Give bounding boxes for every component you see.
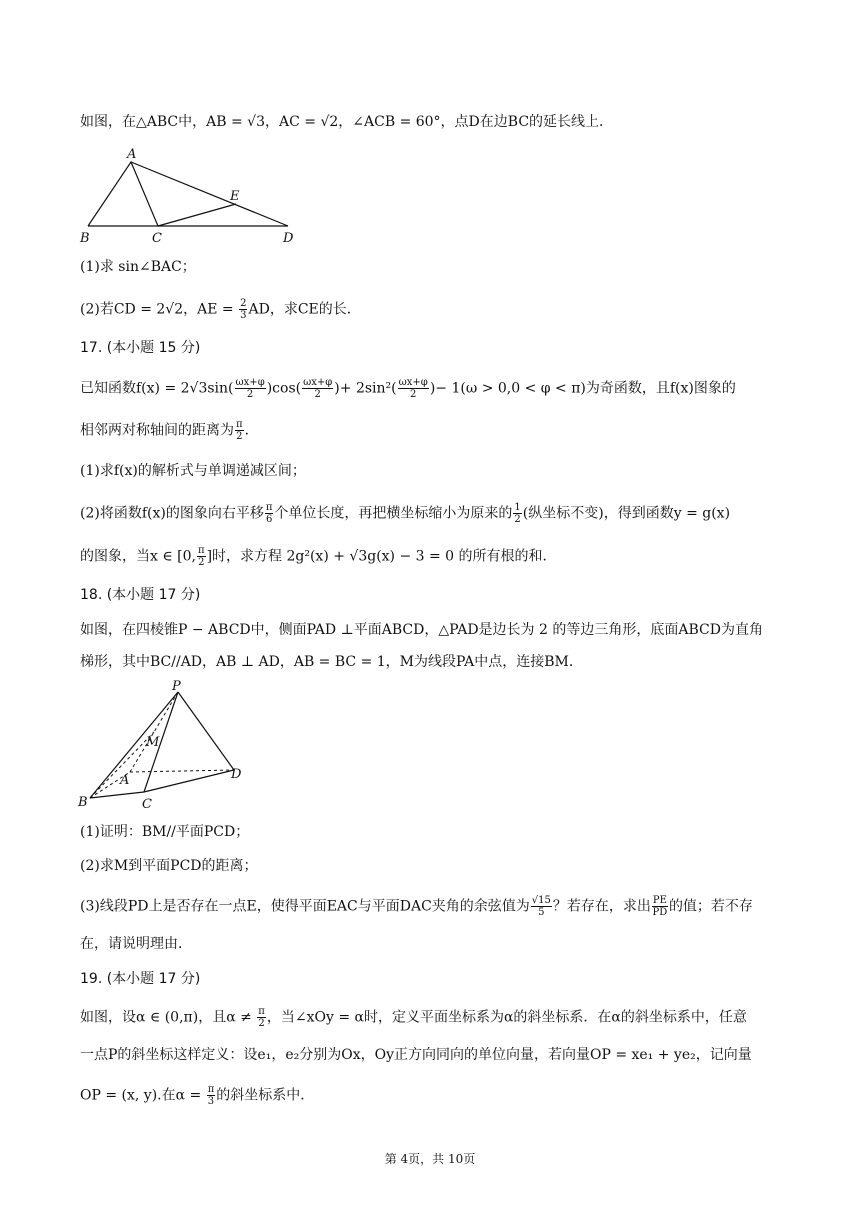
- p18-q3: (3)线段PD上是否存在一点E，使得平面EAC与平面DAC夹角的余弦值为 $\frac{√15}{5}$ ？若存在，求出 $\frac{PE}{PD}$ 的值；若不存: [80, 895, 753, 918]
- label-D: D: [283, 231, 294, 246]
- p18-q2: (2)求M到平面PCD的距离；: [80, 858, 258, 874]
- p17-q1: (1)求f(x)的解析式与单调递减区间；: [80, 463, 306, 479]
- label-D2: D: [231, 767, 242, 782]
- p16-q2-post: AD，求CE的长．: [248, 301, 361, 318]
- label-B: B: [80, 231, 90, 246]
- p16-intro: 如图，在△ABC中，AB = √3，AC = √2，∠ACB = 60°，点D在边BC的延长线上．: [80, 114, 614, 130]
- label-E: E: [230, 189, 240, 204]
- p17-q2: (2)将函数f(x)的图象向右平移 $\frac{\pi}{6}$ 个单位长度，再把横坐标缩小为原来的 $\frac{1}{2}$ (纵坐标不变)，得到函数y = g(x): [80, 502, 731, 525]
- fraction-2-3: $\frac{2}{3}$: [240, 298, 247, 321]
- label-A2: A: [120, 773, 130, 788]
- page-footer: 第 4页，共 10页: [384, 1152, 476, 1166]
- p18-header: 18. (本小题 17 分): [80, 587, 201, 603]
- label-A: A: [127, 147, 137, 162]
- label-M: M: [146, 735, 160, 750]
- label-B2: B: [78, 795, 88, 810]
- p17-header: 17. (本小题 15 分): [80, 340, 201, 356]
- p16-q2: [80, 298, 361, 321]
- label-C2: C: [142, 797, 152, 812]
- p19-line2: 一点P的斜坐标这样定义：设e₁，e₂分别为Ox，Oy正方向同向的单位向量，若向量OP = xe₁ + ye₂，记向量: [80, 1047, 752, 1063]
- p17-line1: 已知函数f(x) = 2√3sin( $\frac{\omega x+\varphi}{2}$ )cos( $\frac{\omega x+\varphi}{2}$ )+ 2sin²( $\frac{\omega x+\varphi}{2}$ )− 1(ω > 0,0 < φ < π)为奇函数，且f(x)图象的: [80, 377, 736, 400]
- triangle-figure: [78, 142, 308, 246]
- label-C: C: [152, 231, 162, 246]
- p18-intro2: 梯形，其中BC//AD，AB ⊥ AD，AB = BC = 1，M为线段PA中点，连接BM．: [80, 654, 583, 670]
- p18-q1: (1)证明：BM//平面PCD；: [80, 824, 250, 840]
- p16-q1: (1)求 sin∠BAC；: [80, 259, 196, 275]
- p18-q3b: 在，请说明理由．: [80, 936, 192, 952]
- p18-intro1: 如图，在四棱锥P − ABCD中，侧面PAD ⊥平面ABCD，△PAD是边长为 2 的等边三角形，底面ABCD为直角: [80, 622, 763, 638]
- p19-line3: OP = (x, y).在α = $\frac{\pi}{3}$ 的斜坐标系中．: [80, 1084, 315, 1107]
- p16-q2-pre: (2)若CD = 2√2，AE =: [80, 301, 239, 318]
- p17-q2b: 的图象，当x ∈ [0, $\frac{\pi}{2}$ ]时，求方程 2g²(x) + √3g(x) − 3 = 0 的所有根的和．: [80, 545, 557, 568]
- pyramid-figure: [74, 680, 254, 816]
- p19-line1: 如图，设α ∈ (0,π)，且α ≠ $\frac{\pi}{2}$ ，当∠xOy = α时，定义平面坐标系为α的斜坐标系．在α的斜坐标系中，任意: [80, 1006, 747, 1029]
- label-P: P: [172, 680, 181, 694]
- p19-header: 19. (本小题 17 分): [80, 971, 201, 987]
- p17-line2: 相邻两对称轴间的距离为 $\frac{\pi}{2}$ .: [80, 419, 250, 442]
